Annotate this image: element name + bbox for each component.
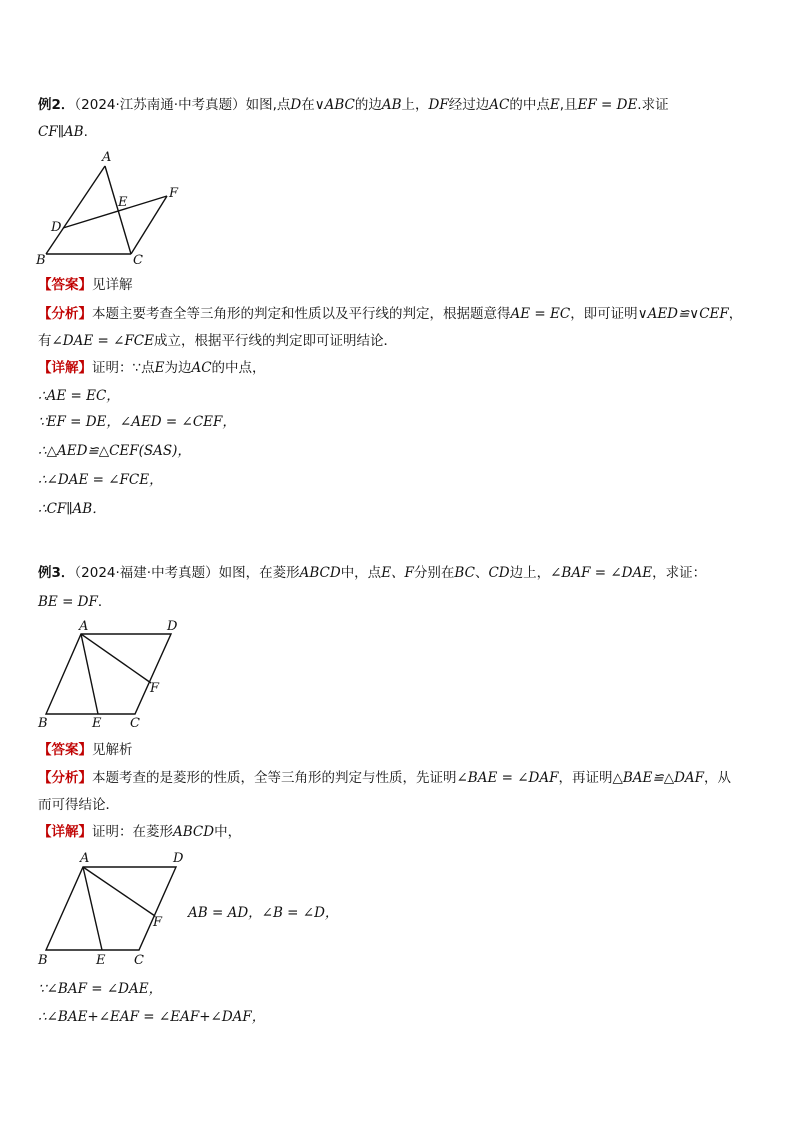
ex3-step-2: ∴∠BAE+∠EAF = ∠EAF+∠DAF，: [38, 1009, 266, 1025]
ex3-answer: 【答案】见解析: [38, 742, 133, 758]
ex3-fig1-label-D: D: [167, 619, 178, 634]
ex2-label-B: B: [36, 253, 46, 268]
ex2-number: 例2．: [38, 97, 75, 113]
ex3-fig2-label-E: E: [96, 953, 106, 968]
ex3-detail-line: 【详解】证明：在菱形ABCD中，: [38, 824, 242, 840]
ex2-label-E: E: [118, 195, 128, 210]
ex3-analysis-line1: 【分析】本题考查的是菱形的性质，全等三角形的判定与性质，先证明∠BAE = ∠DAF，再证明△BAE≌△DAF，从: [38, 770, 732, 786]
ex3-question-line1: 例3．（2024·福建·中考真题）如图，在菱形ABCD中，点E、F分别在BC、CD边上，∠BAF = ∠DAE，求证：: [38, 565, 707, 581]
ex3-detail-tag: 【详解】: [38, 824, 92, 840]
ex2-analysis-line1: 【分析】本题主要考查全等三角形的判定和性质以及平行线的判定，根据题意得AE = EC，即可证明∨AED≌∨CEF，: [38, 306, 743, 322]
ex3-fig1-label-A: A: [79, 619, 89, 634]
ex2-label-D: D: [51, 220, 62, 235]
ex3-fig2-label-C: C: [134, 953, 144, 968]
ex3-inline-equation: AB = AD，∠B = ∠D，: [188, 905, 339, 921]
ex3-fig1-label-F: F: [150, 681, 160, 696]
ex2-answer: 【答案】见详解: [38, 277, 133, 293]
ex3-source: （2024·福建·中考真题）: [74, 565, 219, 581]
ex3-fig1-label-B: B: [38, 716, 48, 731]
ex3-analysis-tag: 【分析】: [38, 770, 92, 786]
ex2-label-A: A: [102, 150, 112, 165]
ex2-step-2: ∵EF = DE，∠AED = ∠CEF，: [38, 414, 236, 430]
ex2-step-1: ∴AE = EC，: [38, 388, 120, 404]
ex3-fig2-label-F: F: [153, 915, 163, 930]
ex2-detail-tag: 【详解】: [38, 360, 92, 376]
ex3-fig2-label-D: D: [173, 851, 184, 866]
ex3-fig2-label-B: B: [38, 953, 48, 968]
ex2-step-5: ∴CF∥AB．: [38, 501, 106, 517]
ex2-answer-tag: 【答案】: [38, 277, 92, 293]
ex2-analysis-tag: 【分析】: [38, 306, 92, 322]
ex3-fig2-label-A: A: [80, 851, 90, 866]
ex3-analysis-line2: 而可得结论．: [38, 797, 119, 813]
ex3-question-line2: BE = DF．: [38, 594, 112, 610]
ex3-rhombus-2: [46, 867, 176, 950]
ex3-answer-tag: 【答案】: [38, 742, 92, 758]
ex3-step-1: ∵∠BAF = ∠DAE，: [38, 981, 163, 997]
ex2-detail-line: 【详解】证明：∵点E为边AC的中点，: [38, 360, 266, 376]
ex2-step-4: ∴∠DAE = ∠FCE，: [38, 472, 163, 488]
ex3-fig1-label-C: C: [130, 716, 140, 731]
ex3-seg-AE-2: [83, 867, 102, 950]
ex2-label-C: C: [133, 253, 143, 268]
ex3-seg-AF-2: [83, 867, 155, 916]
ex3-fig1-label-E: E: [92, 716, 102, 731]
ex2-source: （2024·江苏南通·中考真题）: [74, 97, 246, 113]
ex2-question-line2: CF∥AB.: [38, 124, 88, 140]
ex3-number: 例3．: [38, 565, 75, 581]
ex2-question-line1: 例2．（2024·江苏南通·中考真题）如图,点D在∨ABC的边AB上，DF经过边AC的中点E,且EF = DE.求证: [38, 97, 669, 113]
ex2-analysis-line2: 有∠DAE = ∠FCE成立，根据平行线的判定即可证明结论．: [38, 333, 397, 349]
ex2-label-F: F: [169, 186, 179, 201]
ex2-step-3: ∴△AED≌△CEF(SAS)，: [38, 443, 191, 459]
